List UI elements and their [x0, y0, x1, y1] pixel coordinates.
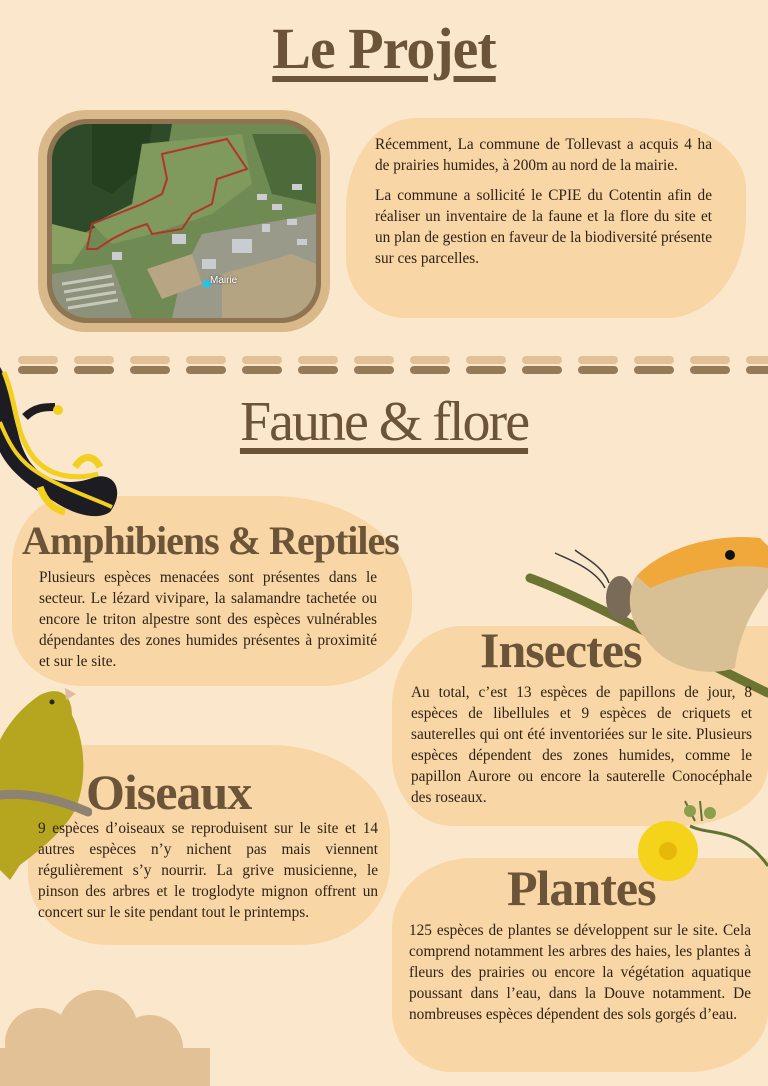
divider-dark [18, 366, 768, 374]
divider-dash [746, 356, 768, 364]
aerial-photo-icon [52, 124, 316, 318]
insectes-text: Au total, c’est 13 espèces de papillons de jour, 8 espèces de libellules et 9 espèces de criquets et sauterelles qui ont été inventoriées sur le site. Plusieurs espèces dépendent des zones humides, comme le papillon Aurore ou encore la sauterelle Conocéphale des roseaux. [411, 684, 752, 806]
divider-dash [354, 356, 394, 364]
divider-dash [354, 366, 394, 374]
plantes-title: Plantes [507, 860, 656, 916]
divider-dash [130, 356, 170, 364]
divider-dash [578, 366, 618, 374]
divider-dash [410, 356, 450, 364]
project-description [375, 134, 712, 269]
project-paragraph-1: Récemment, La commune de Tollevast a acquis 4 ha de prairies humides, à 200m au nord de la mairie. [375, 136, 712, 174]
amphibiens-text: Plusieurs espèces menacées sont présentes dans le secteur. Le lézard vivipare, la salamandre tachetée ou encore le triton alpestre sont des espèces vulnérables dépendantes des zones humides présentes à proximité et sur le site. [39, 569, 377, 670]
site-map-frame [38, 110, 330, 332]
oiseaux-text: 9 espèces d’oiseaux se reproduisent sur le site et 14 autres espèces n’y nichent pas mais viennent régulièrement s’y nourrir. La grive musicienne, le pinson des arbres et le troglodyte mignon offrent un concert sur le site pendant tout le printemps. [38, 820, 378, 921]
divider-dash [690, 366, 730, 374]
divider-dash [578, 356, 618, 364]
divider-dash [522, 356, 562, 364]
amphibiens-title: Amphibiens & Reptiles [22, 518, 399, 563]
divider-dash [466, 356, 506, 364]
divider-dash [690, 356, 730, 364]
plantes-text: 125 espèces de plantes se développent sur le site. Cela comprend notamment les arbres des haies, les plantes à fleurs des prairies ou encore la végétation aquatique poussant dans l’eau, dans la Douve notamment. De nombreuses espèces dépendent des sols gorgés d’eau. [409, 922, 751, 1023]
divider-dash [522, 366, 562, 374]
divider-dash [186, 356, 226, 364]
divider-dash [410, 366, 450, 374]
oiseaux-title: Oiseaux [86, 764, 252, 820]
map-label-mairie: Mairie [210, 275, 238, 286]
divider-dash [130, 366, 170, 374]
divider-dash [634, 366, 674, 374]
insectes-title: Insectes [480, 622, 642, 678]
divider-dash [746, 366, 768, 374]
divider-dash [186, 366, 226, 374]
project-paragraph-2: La commune a sollicité le CPIE du Cotentin afin de réaliser un inventaire de la faune et la flore du site et un plan de gestion en faveur de la biodiversité présente sur ces parcelles. [375, 187, 712, 267]
page-title: Le Projet [272, 16, 496, 81]
divider-light [18, 356, 768, 364]
divider-dash [298, 366, 338, 374]
divider-dash [634, 356, 674, 364]
section-title-faune-flore: Faune & flore [239, 391, 529, 453]
divider-dash [242, 366, 282, 374]
divider-dash [298, 356, 338, 364]
divider-dash [242, 356, 282, 364]
divider-dash [466, 366, 506, 374]
salamander-icon [0, 362, 130, 527]
aerial-site-map [52, 124, 316, 318]
cloud-decoration-icon [0, 988, 210, 1086]
